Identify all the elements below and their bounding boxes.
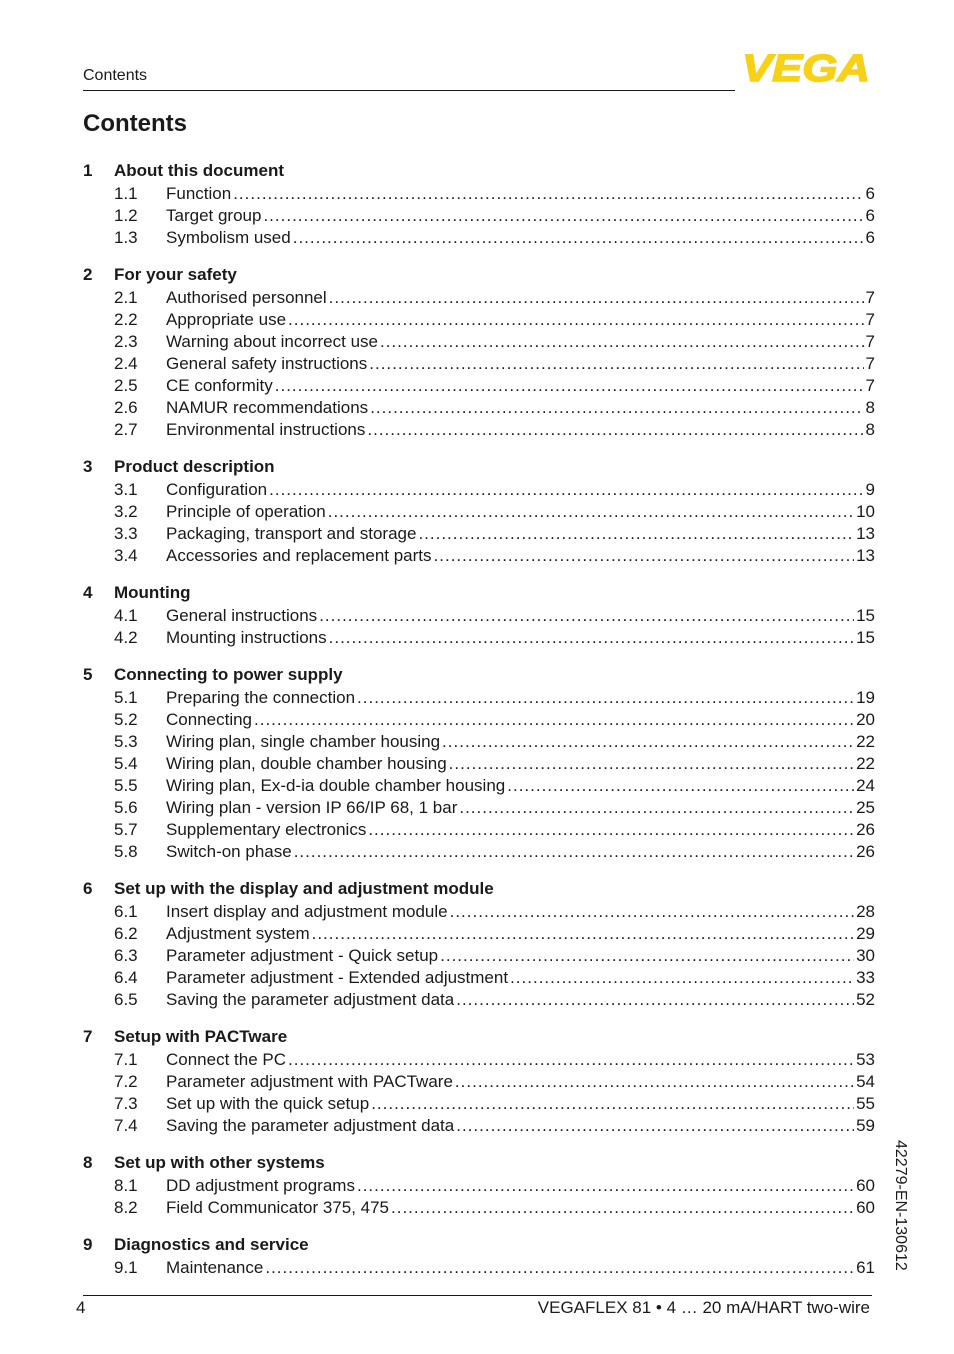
- table-of-contents: [83, 158, 875, 1292]
- dot-leader: [319, 606, 854, 626]
- toc-entry[interactable]: [83, 184, 875, 206]
- entry-title: Parameter adjustment - Extended adjustment: [166, 968, 509, 987]
- entry-number: 5.5: [114, 776, 138, 795]
- entry-title: Accessories and replacement parts: [166, 546, 432, 565]
- toc-section-heading[interactable]: [83, 1232, 875, 1258]
- entry-number: 4.2: [114, 628, 138, 647]
- toc-entry[interactable]: [83, 946, 875, 968]
- entry-page-number: 6: [865, 228, 875, 247]
- dot-leader: [254, 710, 854, 730]
- toc-entry[interactable]: [83, 1176, 875, 1198]
- entry-title: Parameter adjustment with PACTware: [166, 1072, 453, 1091]
- toc-entry[interactable]: [83, 354, 875, 376]
- entry-title: Set up with the quick setup: [166, 1094, 370, 1113]
- entry-number: 2.1: [114, 288, 138, 307]
- toc-section: [83, 876, 875, 1012]
- footer-product-name: VEGAFLEX 81 • 4 … 20 mA/HART two-wire: [537, 1298, 870, 1317]
- toc-section-heading[interactable]: [83, 580, 875, 606]
- vega-logo-text: VEGA: [742, 52, 870, 84]
- entry-title: Supplementary electronics: [166, 820, 367, 839]
- dot-leader: [328, 502, 854, 522]
- section-title: Mounting: [114, 583, 191, 602]
- entry-title: Authorised personnel: [166, 288, 327, 307]
- toc-section-heading[interactable]: [83, 158, 875, 184]
- entry-title: Connecting: [166, 710, 253, 729]
- entry-title: Preparing the connection: [166, 688, 356, 707]
- entry-page-number: 6: [865, 206, 875, 225]
- entry-number: 5.1: [114, 688, 138, 707]
- entry-title: Warning about incorrect use: [166, 332, 378, 351]
- entry-number: 8.2: [114, 1198, 138, 1217]
- entry-number: 3.2: [114, 502, 138, 521]
- entry-page-number: 7: [865, 376, 875, 395]
- entry-number: 7.1: [114, 1050, 138, 1069]
- entry-title: Saving the parameter adjustment data: [166, 1116, 455, 1135]
- entry-number: 2.2: [114, 310, 138, 329]
- toc-section-heading[interactable]: [83, 662, 875, 688]
- toc-entry[interactable]: [83, 1198, 875, 1220]
- entry-page-number: 33: [856, 968, 875, 987]
- toc-entry[interactable]: [83, 798, 875, 820]
- entry-title: Switch-on phase: [166, 842, 292, 861]
- section-number: 4: [83, 583, 93, 602]
- dot-leader: [293, 228, 864, 248]
- toc-section-heading[interactable]: [83, 454, 875, 480]
- section-title: About this document: [114, 161, 284, 180]
- entry-title: General safety instructions: [166, 354, 368, 373]
- entry-page-number: 24: [856, 776, 875, 795]
- toc-entry[interactable]: [83, 628, 875, 650]
- toc-entry[interactable]: [83, 228, 875, 250]
- toc-entry[interactable]: [83, 420, 875, 442]
- entry-page-number: 22: [856, 732, 875, 751]
- dot-leader: [233, 184, 863, 204]
- toc-section-heading[interactable]: [83, 262, 875, 288]
- toc-section-heading[interactable]: [83, 876, 875, 902]
- toc-entry[interactable]: [83, 288, 875, 310]
- dot-leader: [312, 924, 854, 944]
- dot-leader: [288, 1050, 854, 1070]
- entry-page-number: 10: [856, 502, 875, 521]
- entry-page-number: 8: [865, 420, 875, 439]
- entry-title: Maintenance: [166, 1258, 264, 1277]
- entry-page-number: 7: [865, 332, 875, 351]
- entry-title: Parameter adjustment - Quick setup: [166, 946, 439, 965]
- entry-title: Target group: [166, 206, 262, 225]
- entry-title: Wiring plan, single chamber housing: [166, 732, 441, 751]
- dot-leader: [459, 798, 854, 818]
- entry-page-number: 26: [856, 820, 875, 839]
- section-title: Set up with other systems: [114, 1153, 325, 1172]
- footer-page-number: 4: [76, 1298, 86, 1317]
- document-code: 42279-EN-130612: [892, 1140, 909, 1271]
- dot-leader: [434, 546, 855, 566]
- entry-page-number: 54: [856, 1072, 875, 1091]
- section-number: 9: [83, 1235, 93, 1254]
- entry-title: Adjustment system: [166, 924, 310, 943]
- entry-page-number: 59: [856, 1116, 875, 1135]
- toc-entry[interactable]: [83, 332, 875, 354]
- dot-leader: [288, 310, 864, 330]
- toc-entry[interactable]: [83, 310, 875, 332]
- entry-page-number: 8: [865, 398, 875, 417]
- toc-entry[interactable]: [83, 480, 875, 502]
- dot-leader: [456, 990, 854, 1010]
- entry-title: Configuration: [166, 480, 268, 499]
- dot-leader: [357, 1176, 854, 1196]
- dot-leader: [329, 628, 854, 648]
- entry-number: 1.2: [114, 206, 138, 225]
- section-number: 1: [83, 161, 93, 180]
- toc-entry[interactable]: [83, 606, 875, 628]
- section-title: Product description: [114, 457, 275, 476]
- dot-leader: [450, 902, 854, 922]
- toc-entry[interactable]: [83, 1116, 875, 1138]
- dot-leader: [357, 688, 854, 708]
- entry-page-number: 60: [856, 1176, 875, 1195]
- dot-leader: [442, 732, 854, 752]
- toc-entry[interactable]: [83, 754, 875, 776]
- entry-title: Wiring plan - version IP 66/IP 68, 1 bar: [166, 798, 458, 817]
- entry-number: 2.5: [114, 376, 138, 395]
- toc-entry[interactable]: [83, 1094, 875, 1116]
- entry-number: 5.8: [114, 842, 138, 861]
- entry-number: 3.1: [114, 480, 138, 499]
- running-header-label: Contents: [83, 67, 148, 84]
- entry-title: Mounting instructions: [166, 628, 327, 647]
- dot-leader: [367, 420, 863, 440]
- toc-entry[interactable]: [83, 1072, 875, 1094]
- entry-page-number: 15: [856, 628, 875, 647]
- entry-title: Wiring plan, double chamber housing: [166, 754, 447, 773]
- toc-entry[interactable]: [83, 902, 875, 924]
- dot-leader: [371, 1094, 854, 1114]
- entry-number: 1.1: [114, 184, 138, 203]
- entry-number: 3.4: [114, 546, 138, 565]
- toc-entry[interactable]: [83, 688, 875, 710]
- entry-page-number: 61: [856, 1258, 875, 1277]
- entry-title: Insert display and adjustment module: [166, 902, 448, 921]
- entry-page-number: 20: [856, 710, 875, 729]
- entry-number: 7.3: [114, 1094, 138, 1113]
- entry-page-number: 19: [856, 688, 875, 707]
- entry-title: General instructions: [166, 606, 318, 625]
- entry-title: Wiring plan, Ex-d-ia double chamber housing: [166, 776, 506, 795]
- dot-leader: [294, 842, 854, 862]
- dot-leader: [507, 776, 854, 796]
- toc-entry[interactable]: [83, 546, 875, 568]
- entry-number: 2.7: [114, 420, 138, 439]
- entry-title: Saving the parameter adjustment data: [166, 990, 455, 1009]
- entry-number: 6.5: [114, 990, 138, 1009]
- toc-entry[interactable]: [83, 924, 875, 946]
- footer-rule: [83, 1295, 872, 1296]
- entry-page-number: 7: [865, 354, 875, 373]
- entry-title: Appropriate use: [166, 310, 287, 329]
- toc-entry[interactable]: [83, 842, 875, 864]
- entry-number: 2.6: [114, 398, 138, 417]
- section-title: For your safety: [114, 265, 237, 284]
- header-rule: [83, 90, 735, 91]
- entry-title: Packaging, transport and storage: [166, 524, 417, 543]
- entry-number: 9.1: [114, 1258, 138, 1277]
- section-title: Setup with PACTware: [114, 1027, 288, 1046]
- section-title: Set up with the display and adjustment module: [114, 879, 494, 898]
- entry-number: 8.1: [114, 1176, 138, 1195]
- dot-leader: [369, 354, 863, 374]
- toc-entry[interactable]: [83, 990, 875, 1012]
- toc-entry[interactable]: [83, 820, 875, 842]
- entry-title: Function: [166, 184, 232, 203]
- entry-title: CE conformity: [166, 376, 273, 395]
- dot-leader: [265, 1258, 854, 1278]
- dot-leader: [418, 524, 854, 544]
- toc-entry[interactable]: [83, 376, 875, 398]
- entry-page-number: 52: [856, 990, 875, 1009]
- section-number: 5: [83, 665, 93, 684]
- dot-leader: [391, 1198, 854, 1218]
- entry-page-number: 53: [856, 1050, 875, 1069]
- entry-page-number: 55: [856, 1094, 875, 1113]
- toc-section: [83, 262, 875, 442]
- entry-number: 2.4: [114, 354, 138, 373]
- entry-number: 7.4: [114, 1116, 138, 1135]
- entry-number: 6.1: [114, 902, 138, 921]
- entry-title: Principle of operation: [166, 502, 326, 521]
- toc-section: [83, 1232, 875, 1280]
- dot-leader: [269, 480, 863, 500]
- entry-title: Environmental instructions: [166, 420, 366, 439]
- entry-page-number: 13: [856, 546, 875, 565]
- toc-section: [83, 580, 875, 650]
- entry-number: 6.3: [114, 946, 138, 965]
- entry-page-number: 22: [856, 754, 875, 773]
- toc-section: [83, 1024, 875, 1138]
- entry-number: 7.2: [114, 1072, 138, 1091]
- entry-title: NAMUR recommendations: [166, 398, 369, 417]
- entry-number: 6.2: [114, 924, 138, 943]
- toc-entry[interactable]: [83, 502, 875, 524]
- dot-leader: [449, 754, 854, 774]
- section-title: Diagnostics and service: [114, 1235, 309, 1254]
- entry-title: DD adjustment programs: [166, 1176, 355, 1195]
- dot-leader: [455, 1072, 854, 1092]
- entry-number: 2.3: [114, 332, 138, 351]
- entry-number: 3.3: [114, 524, 138, 543]
- entry-page-number: 7: [865, 310, 875, 329]
- toc-entry[interactable]: [83, 398, 875, 420]
- section-title: Connecting to power supply: [114, 665, 343, 684]
- section-number: 7: [83, 1027, 93, 1046]
- entry-page-number: 7: [865, 288, 875, 307]
- dot-leader: [370, 398, 863, 418]
- section-number: 6: [83, 879, 93, 898]
- toc-section-heading[interactable]: [83, 1024, 875, 1050]
- entry-title: Field Communicator 375, 475: [166, 1198, 390, 1217]
- entry-page-number: 15: [856, 606, 875, 625]
- entry-number: 5.3: [114, 732, 138, 751]
- toc-entry[interactable]: [83, 524, 875, 546]
- dot-leader: [456, 1116, 854, 1136]
- entry-number: 5.6: [114, 798, 138, 817]
- entry-title: Symbolism used: [166, 228, 291, 247]
- dot-leader: [329, 288, 864, 308]
- dot-leader: [510, 968, 854, 988]
- toc-section: [83, 454, 875, 568]
- entry-page-number: 30: [856, 946, 875, 965]
- entry-page-number: 60: [856, 1198, 875, 1217]
- entry-number: 1.3: [114, 228, 138, 247]
- dot-leader: [380, 332, 864, 352]
- dot-leader: [263, 206, 863, 226]
- toc-entry[interactable]: [83, 968, 875, 990]
- dot-leader: [275, 376, 864, 396]
- toc-section: [83, 662, 875, 864]
- entry-number: 5.7: [114, 820, 138, 839]
- entry-page-number: 28: [856, 902, 875, 921]
- toc-entry[interactable]: [83, 732, 875, 754]
- section-number: 3: [83, 457, 93, 476]
- toc-entry[interactable]: [83, 710, 875, 732]
- vega-logo: [742, 52, 872, 84]
- entry-number: 4.1: [114, 606, 138, 625]
- entry-number: 5.2: [114, 710, 138, 729]
- toc-section: [83, 1150, 875, 1220]
- entry-page-number: 29: [856, 924, 875, 943]
- toc-section: [83, 158, 875, 250]
- entry-page-number: 6: [865, 184, 875, 203]
- toc-entry[interactable]: [83, 206, 875, 228]
- entry-number: 5.4: [114, 754, 138, 773]
- toc-entry[interactable]: [83, 1050, 875, 1072]
- dot-leader: [368, 820, 854, 840]
- entry-title: Connect the PC: [166, 1050, 287, 1069]
- entry-number: 6.4: [114, 968, 138, 987]
- toc-entry[interactable]: [83, 1258, 875, 1280]
- page-title: Contents: [83, 110, 187, 137]
- entry-page-number: 9: [865, 480, 875, 499]
- dot-leader: [440, 946, 854, 966]
- toc-section-heading[interactable]: [83, 1150, 875, 1176]
- entry-page-number: 25: [856, 798, 875, 817]
- section-number: 8: [83, 1153, 93, 1172]
- section-number: 2: [83, 265, 93, 284]
- entry-page-number: 13: [856, 524, 875, 543]
- entry-page-number: 26: [856, 842, 875, 861]
- toc-entry[interactable]: [83, 776, 875, 798]
